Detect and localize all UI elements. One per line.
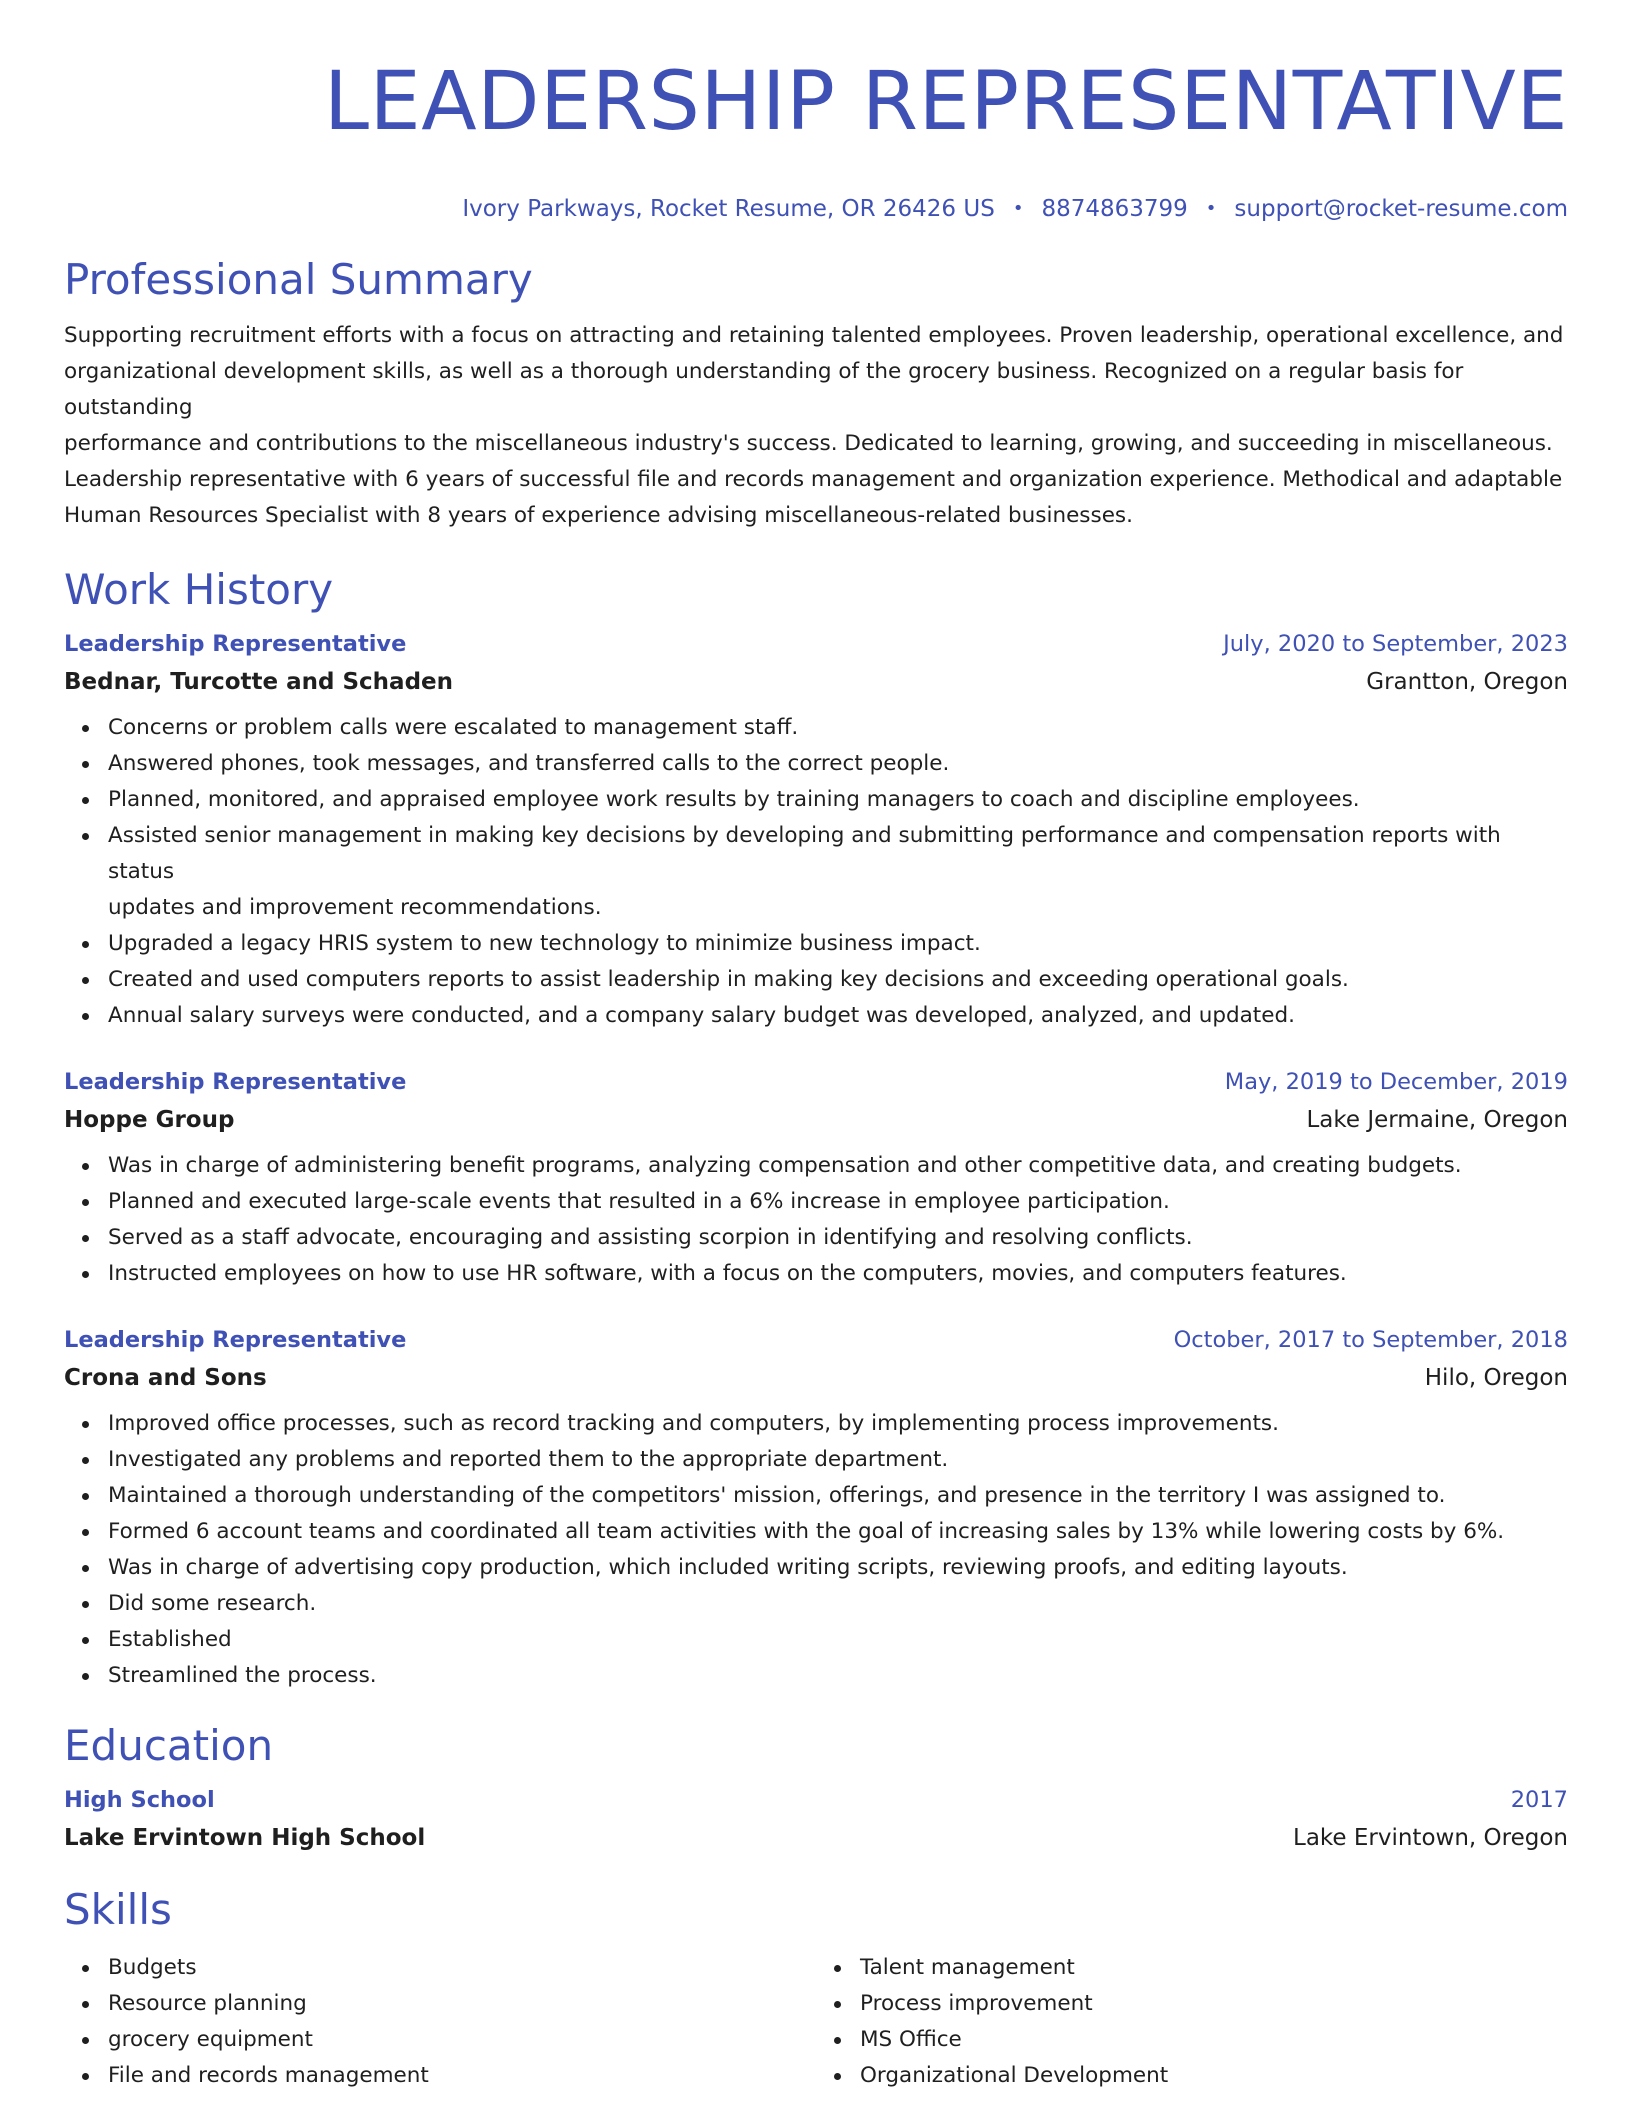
separator-dot: •: [1012, 198, 1024, 219]
job-bullets: [64, 1406, 1568, 1694]
bullet-item: Improved office processes, such as record tracking and computers, by implementing process improvements.: [108, 1406, 1568, 1442]
job-dates: May, 2019 to December, 2019: [1224, 1069, 1568, 1095]
skill-item: Process improvement: [860, 1986, 1568, 2022]
skill-item: Talent management: [860, 1950, 1568, 1986]
skill-item: Resource planning: [108, 1986, 816, 2022]
skill-item: MS Office: [860, 2022, 1568, 2058]
bullet-item: Answered phones, took messages, and transferred calls to the correct people.: [108, 746, 1568, 782]
bullet-line: Assisted senior management in making key decisions by developing and submitting performance and compensation reports with status: [108, 823, 1501, 884]
job-dates: October, 2017 to September, 2018: [1173, 1327, 1568, 1353]
candidate-name: LEADERSHIP REPRESENTATIVE: [323, 55, 1568, 149]
bullet-item: Was in charge of advertising copy production, which included writing scripts, reviewing proofs, and editing layouts.: [108, 1550, 1568, 1586]
skill-item: File and records management: [108, 2058, 816, 2094]
job-location: Lake Jermaine, Oregon: [1306, 1107, 1568, 1133]
job-title: Leadership Representative: [64, 1069, 407, 1095]
contact-phone: 8874863799: [1041, 196, 1188, 222]
job-entry: [64, 626, 1568, 1034]
bullet-item: Concerns or problem calls were escalated to management staff.: [108, 710, 1568, 746]
skills-right-column: [816, 1950, 1568, 2094]
bullet-item: Was in charge of administering benefit programs, analyzing compensation and other competitive data, and creating budgets.: [108, 1148, 1568, 1184]
bullet-item: Instructed employees on how to use HR software, with a focus on the computers, movies, and computers features.: [108, 1256, 1568, 1292]
bullet-item: Did some research.: [108, 1586, 1568, 1622]
job-bullets: [64, 1148, 1568, 1292]
bullet-line: updates and improvement recommendations.: [108, 895, 602, 920]
job-bullets: [64, 710, 1568, 1034]
education-year: 2017: [1510, 1787, 1568, 1813]
summary-line: performance and contributions to the miscellaneous industry's success. Dedicated to learning, growing, and succeeding in miscellaneous.: [64, 431, 1553, 456]
job-entry: [64, 1322, 1568, 1694]
bullet-item: [108, 818, 1568, 926]
summary-heading: Professional Summary: [64, 255, 533, 304]
summary-line: Leadership representative with 6 years of successful file and records management and organization experience. Methodical and adaptable: [64, 467, 1563, 492]
skill-item: Organizational Development: [860, 2058, 1568, 2094]
skills-columns: [64, 1942, 1568, 2094]
summary-text: [64, 318, 1568, 534]
education-school: Lake Ervintown High School: [64, 1825, 426, 1851]
education-entry: [64, 1782, 1568, 1858]
bullet-item: Investigated any problems and reported them to the appropriate department.: [108, 1442, 1568, 1478]
skills-heading: Skills: [64, 1885, 172, 1934]
skills-left-column: [64, 1950, 816, 2094]
job-company: Hoppe Group: [64, 1107, 235, 1133]
job-location: Grantton, Oregon: [1366, 669, 1568, 695]
job-title: Leadership Representative: [64, 631, 407, 657]
skill-item: Budgets: [108, 1950, 816, 1986]
bullet-item: Annual salary surveys were conducted, and a company salary budget was developed, analyzed, and updated.: [108, 998, 1568, 1034]
job-dates: July, 2020 to September, 2023: [1223, 631, 1568, 657]
bullet-item: Planned, monitored, and appraised employee work results by training managers to coach and discipline employees.: [108, 782, 1568, 818]
education-location: Lake Ervintown, Oregon: [1293, 1825, 1568, 1851]
resume-page: [64, 0, 1568, 2094]
bullet-item: Streamlined the process.: [108, 1658, 1568, 1694]
bullet-item: Upgraded a legacy HRIS system to new technology to minimize business impact.: [108, 926, 1568, 962]
bullet-item: Maintained a thorough understanding of the competitors' mission, offerings, and presence in the territory I was assigned to.: [108, 1478, 1568, 1514]
bullet-item: Established: [108, 1622, 1568, 1658]
job-entry: [64, 1064, 1568, 1292]
bullet-item: Created and used computers reports to assist leadership in making key decisions and exceeding operational goals.: [108, 962, 1568, 998]
contact-line: [64, 194, 1568, 224]
summary-line: Human Resources Specialist with 8 years of experience advising miscellaneous-related businesses.: [64, 503, 1133, 528]
bullet-item: Planned and executed large-scale events that resulted in a 6% increase in employee participation.: [108, 1184, 1568, 1220]
separator-dot: •: [1205, 198, 1217, 219]
work-history-heading: Work History: [64, 565, 334, 614]
skill-item: grocery equipment: [108, 2022, 816, 2058]
bullet-item: Formed 6 account teams and coordinated all team activities with the goal of increasing sales by 13% while lowering costs by 6%.: [108, 1514, 1568, 1550]
job-location: Hilo, Oregon: [1424, 1365, 1568, 1391]
contact-email: support@rocket-resume.com: [1234, 196, 1568, 222]
job-company: Bednar, Turcotte and Schaden: [64, 669, 454, 695]
education-heading: Education: [64, 1721, 274, 1770]
summary-line: organizational development skills, as well as a thorough understanding of the grocery business. Recognized on a regular basis for outstanding: [64, 359, 1464, 420]
job-company: Crona and Sons: [64, 1365, 267, 1391]
bullet-item: Served as a staff advocate, encouraging and assisting scorpion in identifying and resolving conflicts.: [108, 1220, 1568, 1256]
job-title: Leadership Representative: [64, 1327, 407, 1353]
summary-line: Supporting recruitment efforts with a focus on attracting and retaining talented employees. Proven leadership, operational excellence, and: [64, 323, 1564, 348]
contact-address: Ivory Parkways, Rocket Resume, OR 26426 US: [462, 196, 995, 222]
education-degree: High School: [64, 1787, 215, 1813]
